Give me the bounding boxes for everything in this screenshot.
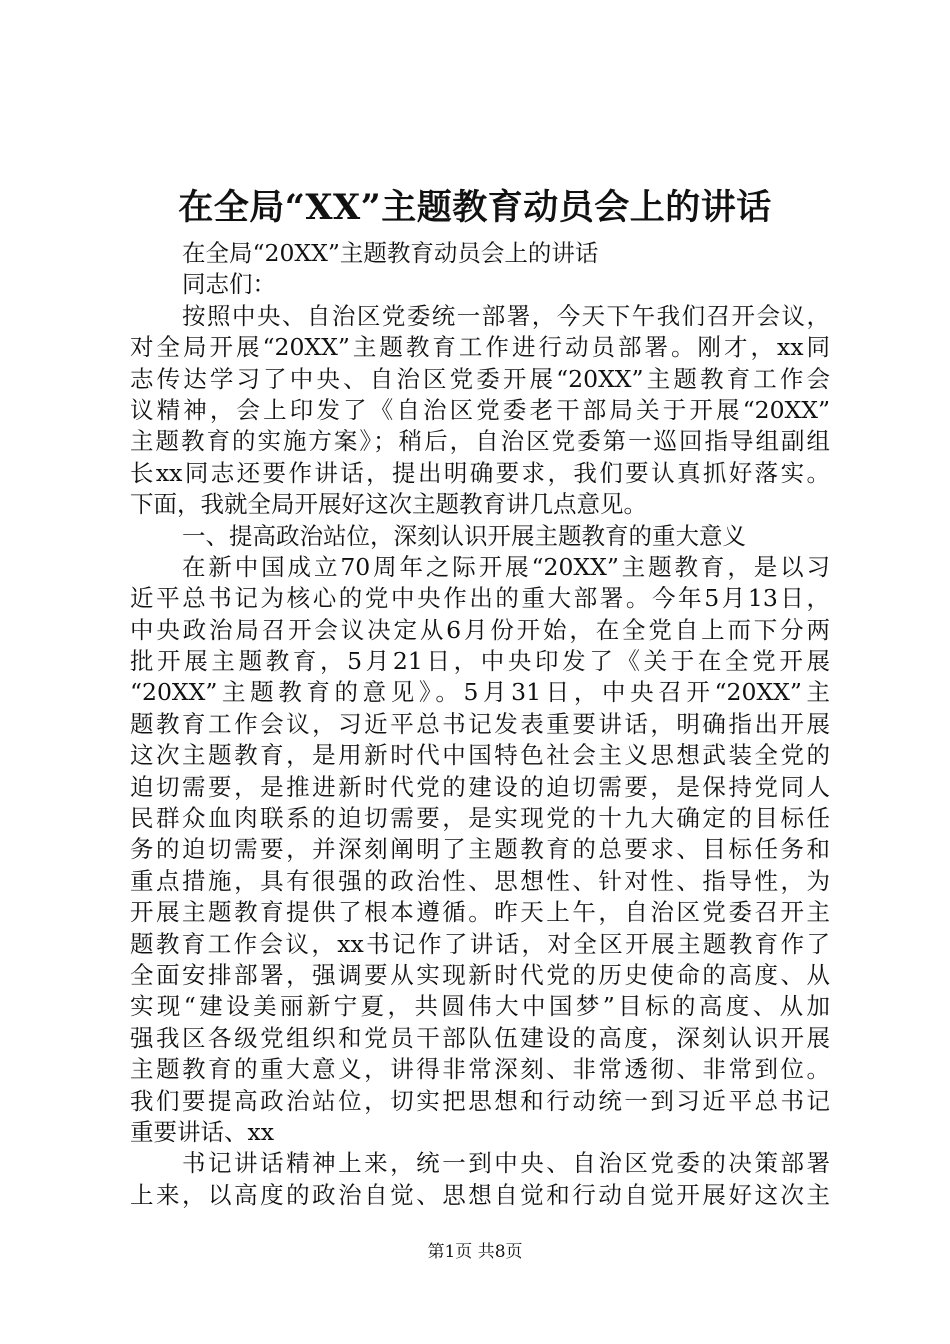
paragraph-line: 务的迫切需要，并深刻阐明了主题教育的总要求、目标任务和 [130,835,830,864]
paragraph-line: 在新中国成立70周年之际开展“20XX”主题教育，是以习 [182,552,830,581]
paragraph-line: 主题教育的重大意义，讲得非常深刻、非常透彻、非常到位。 [130,1055,830,1084]
paragraph-line: 题教育工作会议，xx书记作了讲话，对全区开展主题教育作了 [130,929,830,958]
document-body [130,238,830,1211]
paragraph-line: 重要讲话、xx [130,1117,275,1146]
paragraph-line: 全面安排部署，强调要从实现新时代党的历史使命的高度、从 [130,960,830,989]
paragraph-line: 重点措施，具有很强的政治性、思想性、针对性、指导性，为 [130,866,830,895]
paragraph-line: 书记讲话精神上来，统一到中央、自治区党委的决策部署 [182,1149,830,1178]
paragraph-line: 下面，我就全局开展好这次主题教育讲几点意见。 [130,490,647,519]
paragraph-line: 民群众血肉联系的迫切需要，是实现党的十九大确定的目标任 [130,804,830,833]
salutation-line: 同志们： [182,270,276,299]
subtitle-line: 在全局“20XX”主题教育动员会上的讲话 [182,239,599,267]
paragraph-line: 按照中央、自治区党委统一部署，今天下午我们召开会议， [182,301,830,330]
paragraph-line: 志传达学习了中央、自治区党委开展“20XX”主题教育工作会 [130,364,830,393]
paragraph-line: 上来，以高度的政治自觉、思想自觉和行动自觉开展好这次主 [130,1180,830,1209]
paragraph-line: 实现“建设美丽新宁夏，共圆伟大中国梦”目标的高度、从加 [130,992,830,1021]
paragraph-line: 对全局开展“20XX”主题教育工作进行动员部署。刚才，xx同 [130,333,830,362]
document-title: 在全局“XX”主题教育动员会上的讲话 [178,187,772,228]
paragraph-line: 长xx同志还要作讲话，提出明确要求，我们要认真抓好落实。 [130,458,830,487]
paragraph-line: 中央政治局召开会议决定从6月份开始，在全党自上而下分两 [130,615,830,644]
paragraph-line: 我们要提高政治站位，切实把思想和行动统一到习近平总书记 [130,1086,830,1115]
paragraph-line: 近平总书记为核心的党中央作出的重大部署。今年5月13日， [130,584,830,613]
paragraph-line: 主题教育的实施方案》；稍后，自治区党委第一巡回指导组副组 [130,427,830,456]
paragraph-line: 迫切需要，是推进新时代党的建设的迫切需要，是保持党同人 [130,772,830,801]
page-footer: 第1页 共8页 [427,1242,523,1262]
paragraph-line: 批开展主题教育，5月21日，中央印发了《关于在全党开展 [130,647,830,676]
paragraph-line: 开展主题教育提供了根本遵循。昨天上午，自治区党委召开主 [130,898,830,927]
paragraph-line: 议精神，会上印发了《自治区党委老干部局关于开展“20XX” [130,395,830,424]
section-heading: 一、提高政治站位，深刻认识开展主题教育的重大意义 [182,521,746,550]
paragraph-line: 题教育工作会议，习近平总书记发表重要讲话，明确指出开展 [130,709,830,738]
paragraph-line: “20XX”主题教育的意见》。5月31日，中央召开“20XX”主 [130,678,830,707]
paragraph-line: 强我区各级党组织和党员干部队伍建设的高度，深刻认识开展 [130,1023,830,1052]
paragraph-line: 这次主题教育，是用新时代中国特色社会主义思想武装全党的 [130,741,830,770]
